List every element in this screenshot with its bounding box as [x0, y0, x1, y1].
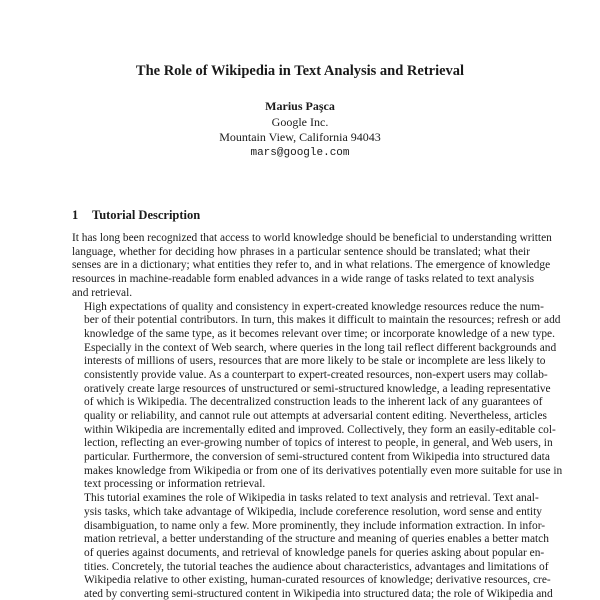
body-text: [72, 232, 563, 600]
text-line: within Wikipedia are incrementally edited and improved. Collectively, they form an easily-editable col-: [84, 423, 556, 436]
text-line: ber of their potential contributors. In turn, this makes it difficult to maintain the resources; refresh or add: [84, 314, 561, 327]
text-line: disambiguation, to name only a few. More prominently, they include information extraction. In infor-: [84, 519, 546, 532]
paragraph: [72, 232, 552, 300]
text-line: interests of millions of users, resources that are more likely to be stale or incomplete are less likely to: [84, 355, 546, 368]
text-line: tities. Concretely, the tutorial teaches the audience about characteristics, advantages and limitations of: [84, 560, 549, 573]
text-line: and retrieval.: [72, 286, 133, 299]
paragraph: [72, 492, 553, 600]
section-number: 1: [72, 208, 79, 222]
text-line: resources in machine-readable form enabled advances in a wide range of tasks related to text analysis: [72, 272, 535, 285]
text-line: knowledge of the same type, as it becomes relevant over time; or incorporate knowledge of a new type.: [84, 328, 555, 341]
text-line: It has long been recognized that access to world knowledge should be beneficial to understanding written: [72, 232, 552, 244]
paragraph: [72, 300, 563, 492]
text-line: makes knowledge from Wikipedia or from one of its derivatives potentially even more suitable for use in: [84, 464, 563, 477]
author-email: mars@google.com: [250, 146, 350, 159]
text-line: mation retrieval, a better understanding of the structure and meaning of queries enables a better match: [84, 533, 549, 546]
text-line: ysis tasks, which take advantage of Wikipedia, include coreference resolution, word sense and entity: [84, 506, 542, 519]
paper-title: The Role of Wikipedia in Text Analysis and Retrieval: [135, 63, 465, 79]
author-affiliation: Google Inc.: [271, 114, 329, 129]
text-line: senses are in a dictionary; what entities they refer to, and in what relations. The emergence of knowledge: [72, 259, 551, 272]
text-line: High expectations of quality and consistency in expert-created knowledge resources reduce the num-: [84, 300, 544, 313]
text-line: language, whether for deciding how phrases in a particular sentence should be translated; what their: [72, 245, 530, 258]
text-line: This tutorial examines the role of Wikipedia in tasks related to text analysis and retrieval. Text anal-: [84, 492, 539, 505]
text-line: of queries against documents, and retrieval of knowledge panels for queries asking about popular en-: [84, 547, 545, 560]
text-line: quality or reliability, and cannot rule out attempts at adversarial content editing. Nevertheless, articles: [84, 410, 547, 423]
text-line: lection, reflecting an ever-growing number of topics of interest to people, in general, and Web users, in: [84, 437, 553, 450]
author-block: [0, 99, 600, 161]
text-line: text processing or information retrieval.: [84, 478, 266, 491]
text-line: Wikipedia relative to other existing, human-curated resources of knowledge; derivative resources, cre-: [84, 574, 551, 587]
text-line: particular. Furthermore, the conversion of semi-structured content from Wikipedia into structured data: [84, 451, 550, 463]
section-title: Tutorial Description: [92, 208, 201, 222]
author-address: Mountain View, California 94043: [219, 130, 381, 144]
author-name: Marius Paşca: [265, 99, 335, 113]
text-line: consistently provide value. As a counterpart to expert-created resources, non-expert users may collab-: [84, 369, 548, 382]
text-line: ated by converting semi-structured content in Wikipedia into structured data; the role of Wikipedia and: [84, 588, 553, 600]
text-line: of which is Wikipedia. The decentralized construction leads to the inherent lack of any guarantees of: [84, 396, 543, 409]
section-heading: [72, 207, 200, 223]
text-line: oratively create large resources of unstructured or semi-structured knowledge, a leading representative: [84, 382, 551, 395]
text-line: Especially in the context of Web search, where queries in the long tail reflect different backgrounds and: [84, 341, 557, 354]
